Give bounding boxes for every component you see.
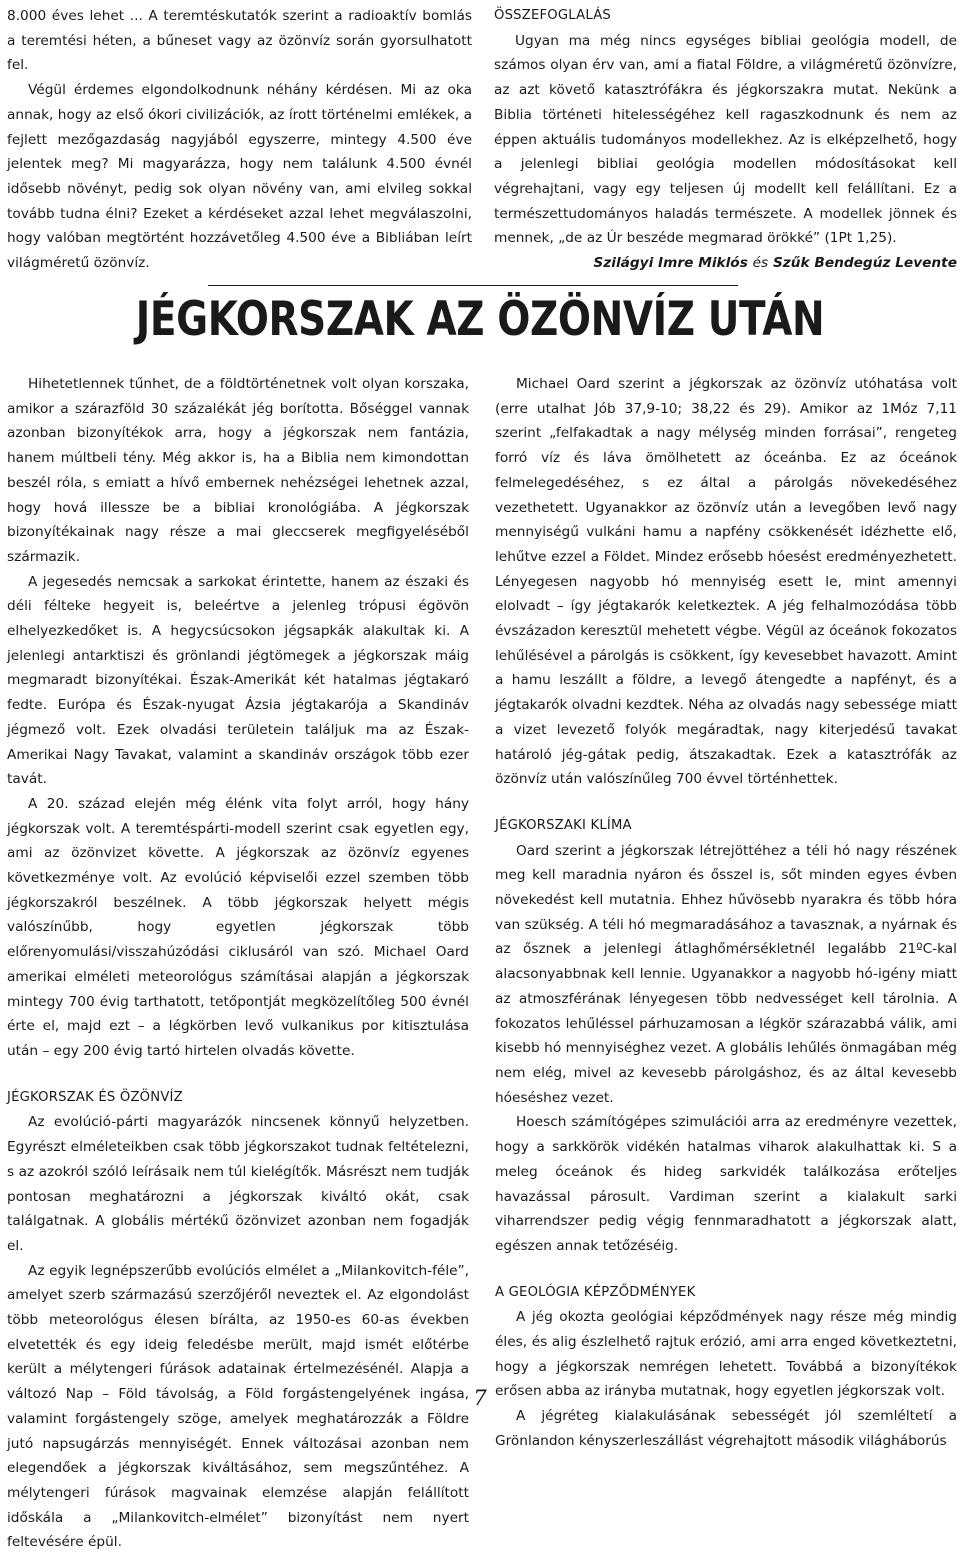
section-heading-summary: ÖSSZEFOGLALÁS [494, 8, 611, 23]
paragraph: A jégréteg kialakulásának sebességét jól szemléltetí a Grönlandon kényszerleszállást végrehajtott második világháborús [495, 1408, 957, 1449]
author-name: Szilágyi Imre Miklós [593, 255, 748, 272]
intro-continuation-column [7, 4, 472, 276]
summary-section [494, 4, 957, 276]
paragraph: 8.000 éves lehet ... A teremtéskutatók szerint a radioaktív bomlás a teremtési héten, a bűneset vagy az özönvíz során gyorsulhatott fel. [7, 8, 472, 74]
section-heading: JÉGKORSZAK ÉS ÖZÖNVÍZ [7, 1089, 183, 1105]
paragraph: A jég okozta geológiai képződmények nagy része még mindig éles, és alig észlelhető rajtuk erózió, ami arra enged következtetni, hogy a jégkorszak nemrégen lehetett. Továbbá a bizonyítékok erősen abba az irányba mutatnak, hogy egyetlen jégkorszak volt. [495, 1309, 957, 1400]
article-left-column [7, 372, 469, 1555]
section-heading: JÉGKORSZAKI KLÍMA [495, 817, 632, 833]
paragraph: A jegesedés nemcsak a sarkokat érintette, hanem az északi és déli félteke hegyeit is, beleértve a jelenleg trópusi égövön elhelyezkedőket is. A hegycsúcsokon jégsapkák alakultak ki. A jelenlegi antarktiszi és grönlandi jégtömegek a jégkorszak máig megmaradt bizonyítékai. Észak-Amerikát két hatalmas jégtakaró fedte. Európa és Észak-nyugat Ázsia jégtakarója a Skandináv jégmező volt. Ezek olvadási területein találjuk ma az Észak-Amerikai Nagy Tavakat, valamint a skandináv országok több ezer tavát. [7, 573, 469, 788]
paragraph: Ugyan ma még nincs egységes bibliai geológia modell, de számos olyan érv van, ami a fiatal Földre, a világméretű özönvízre, az azt követő katasztrófákra és jégkorszakra mutat. Nekünk a Biblia történeti hitelességéhez kell ragaszkodnunk és nem az éppen aktuális tudományos modellekhez. Az is elképzelhető, hogy a jelenlegi bibliai geológia modellen módosításokat kell végrehajtani, vagy egy teljesen új modellt kell felállítani. Ez a természettudományos haladás természete. A modellek jönnek és mennek, „de az Úr beszéde megmarad örökké” (1Pt 1,25). [494, 32, 957, 247]
author-byline [494, 251, 957, 276]
paragraph: A 20. század elején még élénk vita folyt arról, hogy hány jégkorszak volt. A teremtéspárti-modell szerint csak egyetlen egy, ami az özönvizet követte. A jégkorszak az özönvíz egyenes következménye volt. Az evolúció képviselői ezzel szemben több jégkorszakról beszélnek. A több jégkorszak helyett mégis valószínűbb, hogy egyetlen jégkorszak több előrenyomulási/visszahúzódási ciklusáról van szó. Michael Oard amerikai elméleti meteorológus számításai alapján a jégkorszak mintegy 700 évig tarthatott, tetőpontját megközelítőleg 500 évnél érte el, majd ezt – a légkörben levő vulkanikus por kitisztulása után – egy 200 évig tartó hirtelen olvadás követte. [7, 795, 469, 1059]
author-joiner: és [752, 255, 769, 272]
paragraph: Michael Oard szerint a jégkorszak az özönvíz utóhatása volt (erre utalhat Jób 37,9-10; 38,22 és 29). Amikor az 1Móz 7,11 szerint „felfakadtak a nagy mélység minden forrásai”, rengeteg forró víz és láva ömölhetett az óceánba. Ez az óceánok felmelegedéséhez, s ez által a párolgás növekedéséhez vezethetett. Ugyanakkor az özönvíz után a levegőben levő nagy mennyiségű vulkáni hamu a napfény csökkenését idézhette elő, lehűtve ezzel a Földet. Mindez erősebb hóesést eredményezhetett. Lényegesen nagyobb hó mennyiség esett le, mint amennyi elolvadt – így jégtakarók keletkeztek. A jég felhalmozódása több évszázadon keresztül mehetett végbe. Végül az óceánok fokozatos lehűlésével a párolgás is csökkent, így kevesebbet havazott. Amint a hamu leszállt a földre, a levegő átengedte a napfényt, és a jégtakarók olvadni kezdtek. Néha az olvadás nagy sebessége miatt a vizet levezető folyók megáradtak, nagy kiterjedésű tavakat határoló jég-gátak pedig, átszakadtak. Ezek a katasztrófák az özönvíz után valószínűleg 700 évvel történhettek. [495, 376, 957, 788]
paragraph: Hihetetlennek tűnhet, de a földtörténetnek volt olyan korszaka, amikor a szárazföld 30 százalékát jég borította. Bőséggel vannak azonban bizonyítékok arra, hogy a jégkorszak nem fantázia, hanem múltbeli tény. Még akkor is, ha a Biblia nem kimondottan beszél róla, s emiatt a hívő embernek nehézségei lehetnek azzal, hogy hová illessze be a bibliai kronológiába. A jégkorszak bizonyítékainak nagy része a mai gleccserek megfigyeléséből származik. [7, 376, 469, 565]
paragraph: Hoesch számítógépes szimulációi arra az eredményre vezettek, hogy a sarkkörök vidékén hatalmas viharok alakulhattak ki. S a meleg óceánok és hideg sarkvidék találkozása erőteljes havazással párosult. Vardiman szerint a kialakult sarki viharrendszer pedig végig fennmaradhatott a jégkorszak alatt, egészen annak tetőzéséig. [495, 1114, 957, 1254]
paragraph: Végül érdemes elgondolkodnunk néhány kérdésen. Mi az oka annak, hogy az első ókori civilizációk, az írott történelmi emlékek, a fejlett mezőgazdaság nagyjából egyszerre, mintegy 4.500 éve jelentek meg? Mi magyarázza, hogy nem találunk 4.500 évnél idősebb növényt, pedig sok olyan növény van, ami elvileg sokkal tovább tudna élni? Ezeket a kérdéseket azzal lehet megválaszolni, hogy valóban megtörtént hozzávetőleg 4.500 éve a Bibliában leírt világméretű özönvíz. [7, 82, 472, 272]
author-name: Szűk Bendegúz Levente [772, 255, 957, 272]
article-title: JÉGKORSZAK AZ ÖZÖNVÍZ UTÁN [135, 292, 825, 347]
page-number: 7 [473, 1386, 487, 1410]
section-heading: A GEOLÓGIA KÉPZŐDMÉNYEK [495, 1284, 696, 1300]
paragraph: Az egyik legnépszerűbb evolúciós elmélet a „Milankovitch-féle”, amelyet szerb származású szerzőjéről neveztek el. Az elgondolást több meteorológus élesen bírálta, az 1950-es 60-as években elvetették és egy ideig feledésbe merült, majd ismét előtérbe került a mélytengeri fúrások adatainak értelmezésénél. Alapja a változó Nap – Föld távolság, a Föld forgástengelyének ingása, valamint forgástengely szöge, amelyek meghatározzák a Földre jutó napsugárzás mennyiségét. Ennek változásai azonban nem elegendőek a jégkorszak kiváltásához, sem megszűntéhez. A mélytengeri fúrások magvainak elemzése alapján felállított időskála a „Milankovitch-elmélet” bizonyítást nem nyert feltevésére épül. [7, 1262, 469, 1551]
paragraph: Oard szerint a jégkorszak létrejöttéhez a téli hó nagy részének meg kell maradnia nyáron és ősszel is, sőt minden egyes évben növekedést kell mutatnia. Ehhez hűvösebb nyarakra és több hóra van szükség. A téli hó megmaradásához a tavasznak, a nyárnak és az ősznek a jelenlegi átlaghőmérsékletnél legalább 21ºC-kal alacsonyabbnak kell lennie. Ugyanakkor a nagyobb hó-igény miatt az atmoszférának lényegesen több nedvességet kell tárolnia. A fokozatos lehűléssel párhuzamosan a légkör szárazabbá válik, ami kisebb hó mennyiséghez vezet. A globális lehűlés önmagában még nem elég, mivel az kevesebb párolgáshoz, és az által kevesebb hóeséshez vezet. [495, 842, 957, 1106]
article-right-column [495, 372, 957, 1454]
paragraph: Az evolúció-párti magyarázók nincsenek könnyű helyzetben. Egyrészt elméleteikben csak több jégkorszakot tudnak feltételezni, s az azokról szóló leírásaik nem túl kielégítők. Másrészt nem tudják pontosan meghatározni a jégkorszak kiváltó okát, csak találgatnak. A globális mértékű özönvizet azonban nem fogadják el. [7, 1114, 469, 1254]
title-divider [208, 285, 738, 286]
